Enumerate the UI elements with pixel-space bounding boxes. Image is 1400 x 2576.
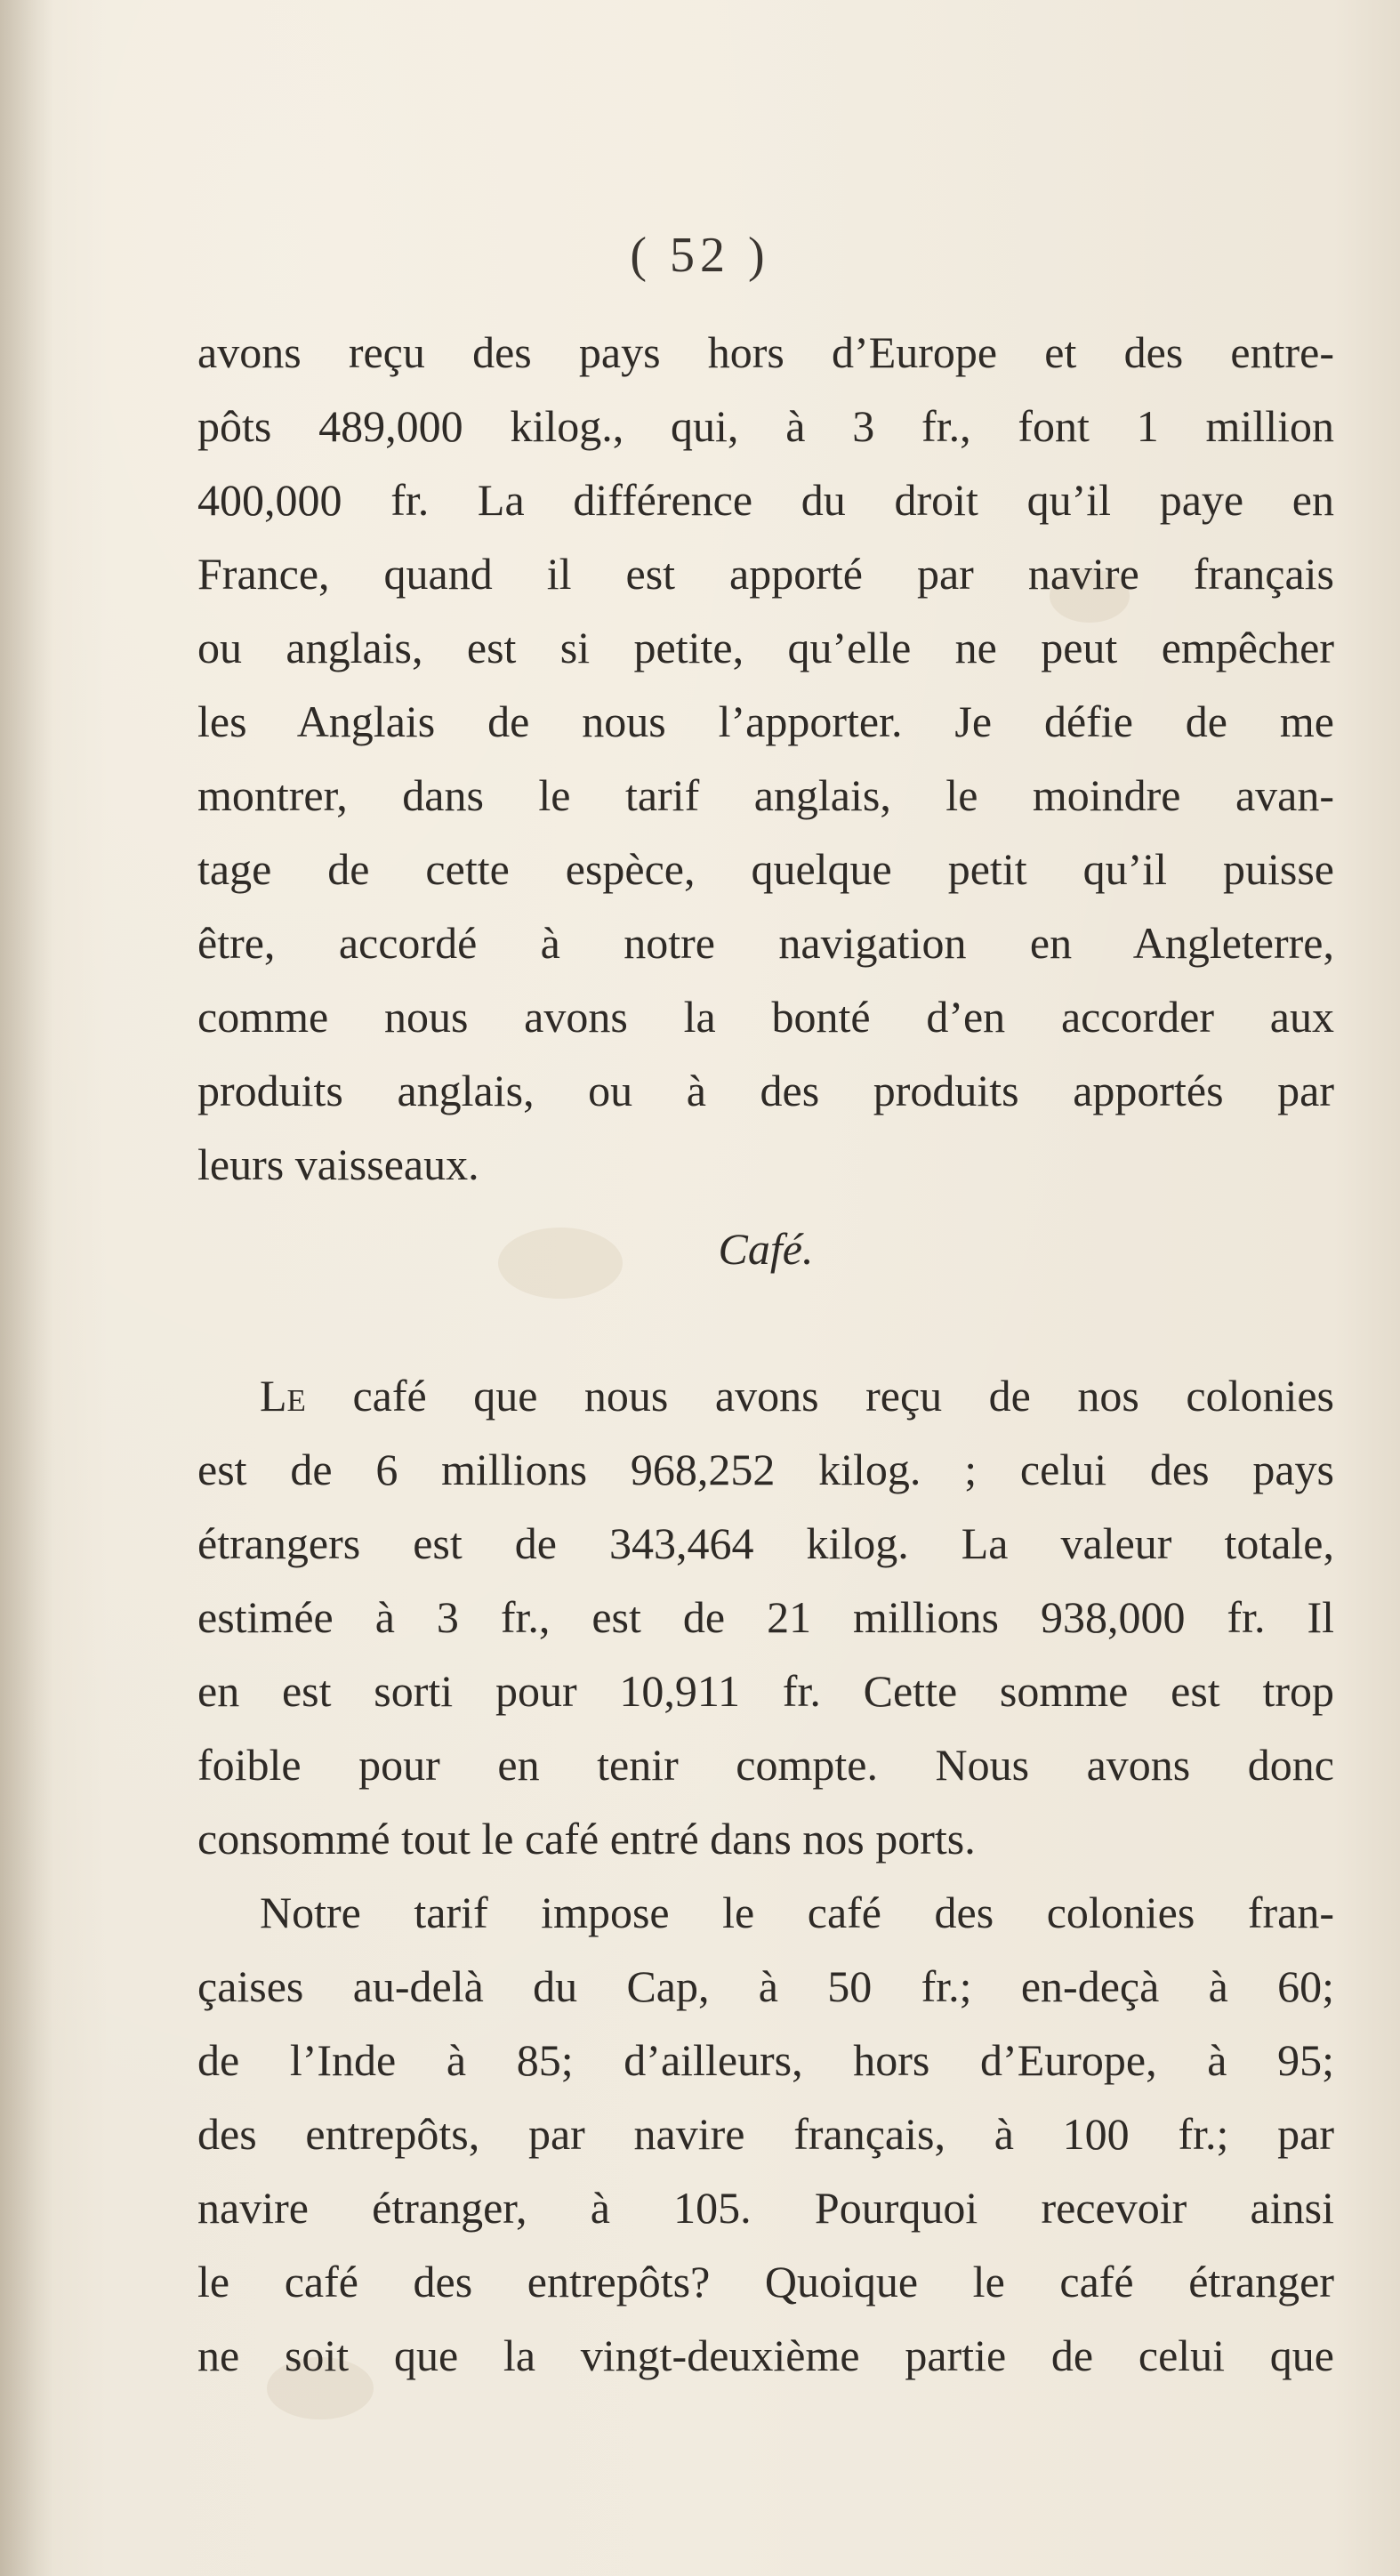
text-line: leurs vaisseaux.: [197, 1139, 479, 1189]
lead-word: Le: [260, 1371, 306, 1421]
text-line: 400,000 fr. La différence du droit qu’il paye en: [197, 475, 1334, 525]
text-line: ou anglais, est si petite, qu’elle ne peut empêcher: [197, 623, 1334, 672]
text-line: consommé tout le café entré dans nos ports.: [197, 1814, 976, 1864]
section-heading: Café.: [718, 1224, 814, 1274]
paragraph-3: [197, 1876, 1334, 2393]
text-line: le café des entrepôts? Quoique le café étranger: [197, 2257, 1334, 2306]
text-line: de l’Inde à 85; d’ailleurs, hors d’Europe, à 95;: [197, 2035, 1334, 2085]
text-line: tage de cette espèce, quelque petit qu’il puisse: [197, 844, 1334, 894]
paragraph-2: [197, 1359, 1334, 1876]
text-line: Notre tarif impose le café des colonies fran-: [260, 1888, 1334, 1937]
text-line: navire étranger, à 105. Pourquoi recevoir ainsi: [197, 2183, 1334, 2233]
text-line: comme nous avons la bonté d’en accorder aux: [197, 992, 1334, 1042]
text-line: produits anglais, ou à des produits apportés par: [197, 1066, 1334, 1115]
paragraph-1: [197, 316, 1334, 1202]
text-line: ne soit que la vingt-deuxième partie de celui que: [197, 2330, 1334, 2380]
binding-shadow: [0, 0, 53, 2576]
text-line: estimée à 3 fr., est de 21 millions 938,000 fr. Il: [197, 1592, 1334, 1642]
text-line: pôts 489,000 kilog., qui, à 3 fr., font 1 million: [197, 401, 1334, 451]
text-line: çaises au-delà du Cap, à 50 fr.; en-deçà à 60;: [197, 1961, 1334, 2011]
text-line: avons reçu des pays hors d’Europe et des entre-: [197, 327, 1334, 377]
text-line: en est sorti pour 10,911 fr. Cette somme est trop: [197, 1666, 1334, 1716]
text-line: [197, 1359, 1334, 1433]
text-line: est de 6 millions 968,252 kilog. ; celui des pays: [197, 1445, 1334, 1494]
text-line: foible pour en tenir compte. Nous avons donc: [197, 1740, 1334, 1790]
text-line: être, accordé à notre navigation en Angleterre,: [197, 918, 1334, 968]
page-number: ( 52 ): [630, 228, 770, 283]
text-line: les Anglais de nous l’apporter. Je défie de me: [197, 696, 1334, 746]
text-line: étrangers est de 343,464 kilog. La valeur totale,: [197, 1518, 1334, 1568]
body-text: [197, 316, 1334, 2393]
text-line: des entrepôts, par navire français, à 100 fr.; par: [197, 2109, 1334, 2159]
text-line: montrer, dans le tarif anglais, le moindre avan-: [197, 770, 1334, 820]
text-line: France, quand il est apporté par navire français: [197, 549, 1334, 599]
first-line-text: café que nous avons reçu de nos colonies: [305, 1371, 1334, 1421]
